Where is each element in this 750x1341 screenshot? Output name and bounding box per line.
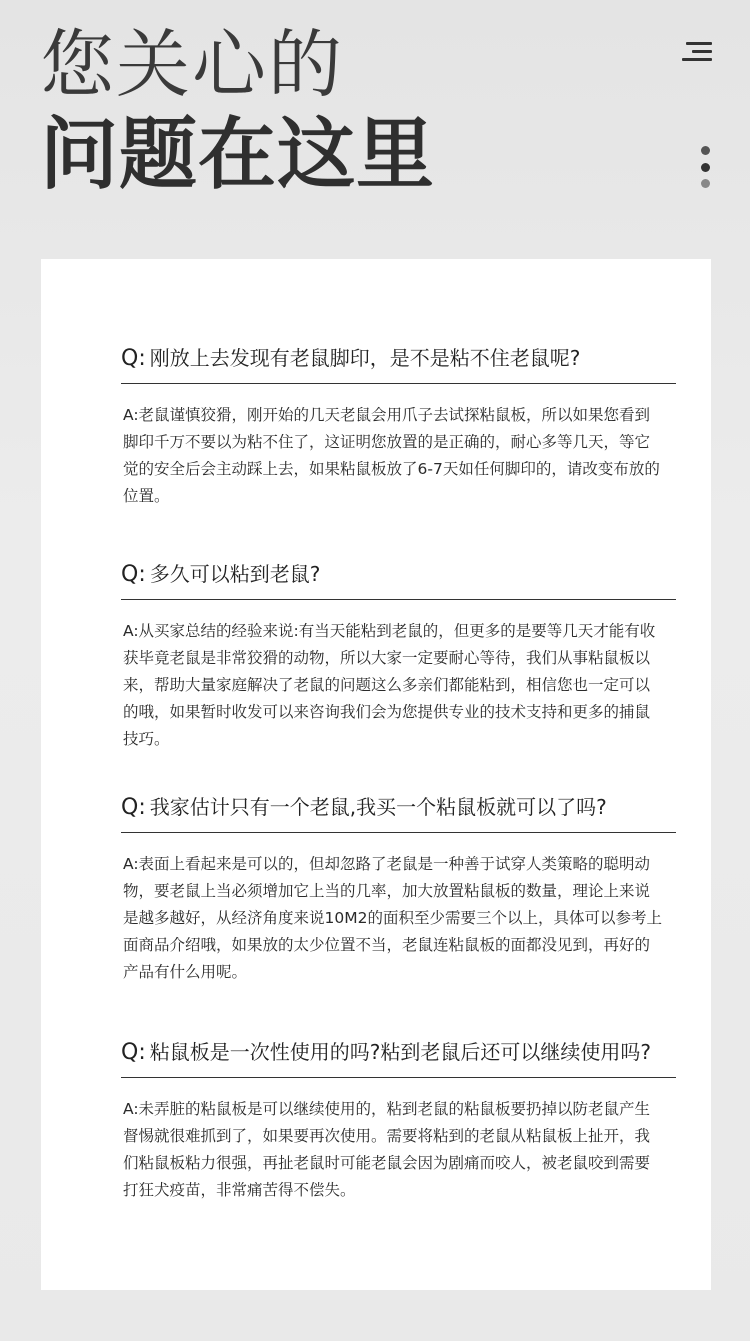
q-prefix: Q:: [121, 795, 146, 820]
faq-card: [41, 259, 711, 1290]
faq-item: [121, 1037, 676, 1204]
menu-lines-icon[interactable]: [680, 40, 712, 64]
faq-question: [121, 792, 676, 822]
q-prefix: Q:: [121, 1040, 146, 1065]
faq-question: [121, 559, 676, 589]
faq-answer: A:未弄脏的粘鼠板是可以继续使用的，粘到老鼠的粘鼠板要扔掉以防老鼠产生督惕就很难抓到了，如果要再次使用。需要将粘到的老鼠从粘鼠板上扯开，我们粘鼠板粘力很强，再扯老鼠时可能老鼠会因为剧痛而咬人，被老鼠咬到需要打狂犬疫苗，非常痛苦得不偿失。: [123, 1100, 651, 1199]
divider: [121, 832, 676, 833]
faq-answer: A:老鼠谨慎狡猾，刚开始的几天老鼠会用爪子去试探粘鼠板，所以如果您看到脚印千万不要以为粘不住了，这证明您放置的是正确的，耐心多等几天，等它觉的安全后会主动踩上去，如果粘鼠板放了6-7天如任何脚印的，请改变布放的位置。: [123, 406, 660, 505]
page-title-line1: 您关心的: [40, 22, 344, 108]
divider: [121, 599, 676, 600]
faq-question: [121, 343, 676, 373]
faq-question-text: 我家估计只有一个老鼠,我买一个粘鼠板就可以了吗?: [149, 795, 607, 819]
q-prefix: Q:: [121, 562, 146, 587]
divider: [121, 383, 676, 384]
page-title-line2: 问题在这里: [40, 110, 436, 200]
faq-item: [121, 559, 676, 753]
faq-answer: A:从买家总结的经验来说:有当天能粘到老鼠的，但更多的是要等几天才能有收获毕竟老鼠是非常狡猾的动物，所以大家一定要耐心等待，我们从事粘鼠板以来，帮助大量家庭解决了老鼠的问题这么多亲们都能粘到，相信您也一定可以的哦，如果暂时收发可以来咨询我们会为您提供专业的技术支持和更多的捕鼠技巧。: [123, 622, 656, 748]
faq-question-text: 粘鼠板是一次性使用的吗?粘到老鼠后还可以继续使用吗?: [149, 1040, 651, 1064]
faq-item: [121, 343, 676, 510]
faq-question-text: 多久可以粘到老鼠?: [149, 562, 321, 586]
faq-answer: A:表面上看起来是可以的，但却忽路了老鼠是一种善于试穿人类策略的聪明动物，要老鼠上当必须增加它上当的几率，加大放置粘鼠板的数量，理论上来说是越多越好，从经济角度来说10M2的面积至少需要三个以上，具体可以参考上面商品介绍哦，如果放的太少位置不当，老鼠连粘鼠板的面都没见到，再好的产品有什么用呢。: [123, 855, 662, 981]
q-prefix: Q:: [121, 346, 146, 371]
vertical-dots-icon[interactable]: [698, 146, 714, 190]
faq-question-text: 刚放上去发现有老鼠脚印，是不是粘不住老鼠呢?: [149, 346, 581, 370]
faq-item: [121, 792, 676, 986]
divider: [121, 1077, 676, 1078]
faq-question: [121, 1037, 676, 1067]
